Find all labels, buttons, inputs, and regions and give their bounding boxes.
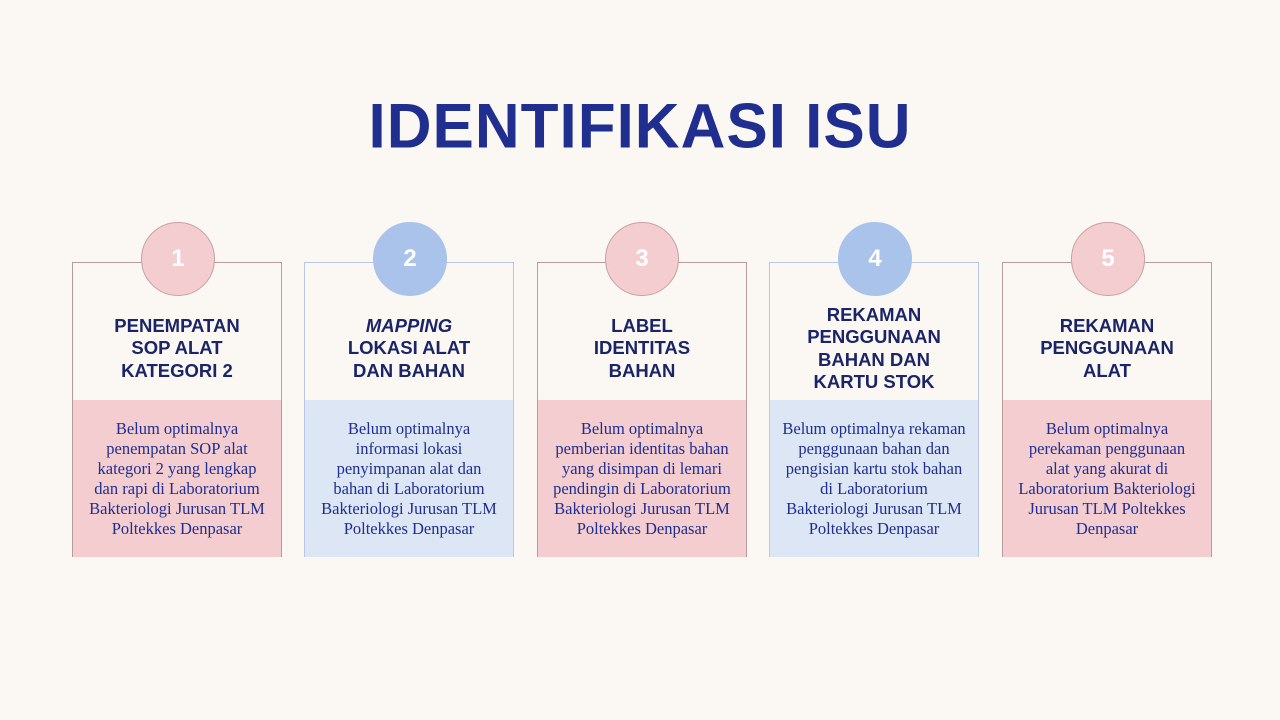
issue-heading: REKAMAN PENGGUNAAN ALAT (1040, 314, 1174, 381)
step-number-badge: 4 (838, 222, 912, 296)
issue-heading: REKAMAN PENGGUNAAN BAHAN DAN KARTU STOK (807, 303, 941, 392)
issue-card-body (73, 400, 281, 557)
issue-heading-italic: MAPPING (365, 314, 453, 336)
step-number-badge: 5 (1071, 222, 1145, 296)
issue-heading: PENEMPATAN SOP ALAT KATEGORI 2 (114, 314, 240, 381)
issue-card (304, 262, 514, 557)
issue-description: Belum optimalnya rekaman penggunaan bahan dan pengisian kartu stok bahan di Laboratorium Bakteriologi Jurusan TLM Poltekkes Denpasar (782, 418, 966, 538)
issue-heading: LABEL IDENTITAS BAHAN (593, 314, 691, 381)
issue-card-body (538, 400, 746, 557)
issue-card (72, 262, 282, 557)
step-number-badge: 1 (141, 222, 215, 296)
step-number-badge: 3 (605, 222, 679, 296)
page-title: IDENTIFIKASI ISU (368, 91, 912, 162)
issue-description: Belum optimalnya pemberian identitas bahan yang disimpan di lemari pendingin di Laboratorium Bakteriologi Jurusan TLM Poltekkes Denpasar (553, 418, 731, 538)
issue-card-body (770, 400, 978, 557)
issue-description: Belum optimalnya informasi lokasi penyimpanan alat dan bahan di Laboratorium Bakteriologi Jurusan TLM Poltekkes Denpasar (321, 418, 497, 538)
issue-description: Belum optimalnya penempatan SOP alat kategori 2 yang lengkap dan rapi di Laboratorium Bakteriologi Jurusan TLM Poltekkes Denpasar (89, 418, 265, 538)
issue-heading: LOKASI ALAT DAN BAHAN (347, 337, 471, 381)
issue-card-body (1003, 400, 1211, 557)
issue-card (537, 262, 747, 557)
issue-card (1002, 262, 1212, 557)
issue-card (769, 262, 979, 557)
issue-description: Belum optimalnya perekaman penggunaan alat yang akurat di Laboratorium Bakteriologi Jurusan TLM Poltekkes Denpasar (1018, 418, 1196, 538)
step-number-badge: 2 (373, 222, 447, 296)
issue-card-body (305, 400, 513, 557)
